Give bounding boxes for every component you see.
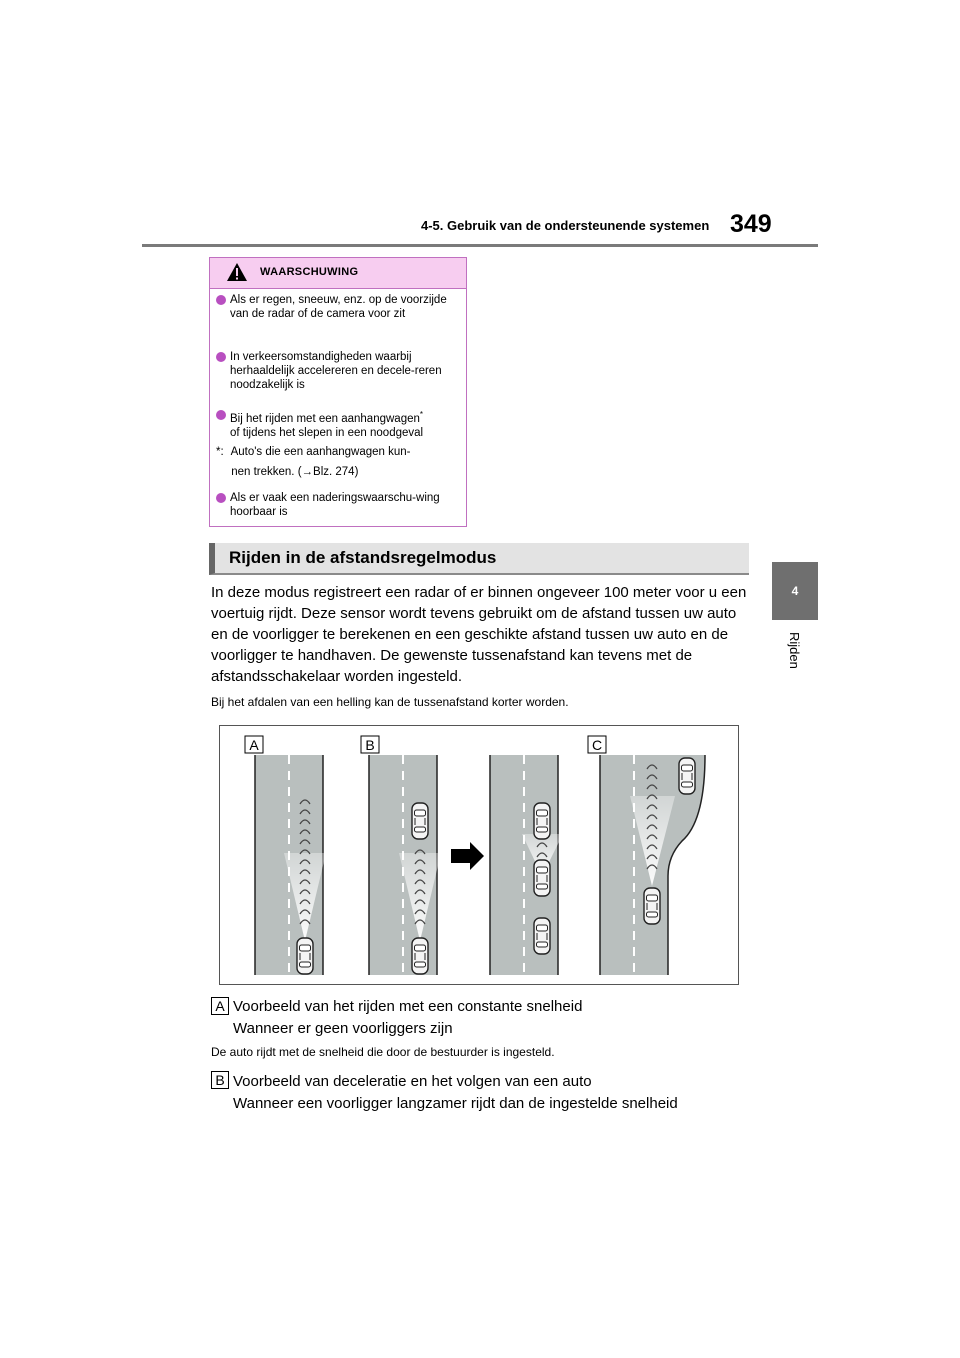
acc-illustration xyxy=(219,725,739,985)
chapter-tab: 4 xyxy=(772,562,818,620)
own-car-icon xyxy=(297,938,313,974)
road-c xyxy=(600,755,705,975)
arrow-right-icon xyxy=(451,842,484,870)
own-car-icon xyxy=(412,938,428,974)
footnote: *: Auto's die een aanhangwagen kun- nen trekken. (→Blz. 274) xyxy=(216,446,411,478)
item-b-subtitle: Wanneer een voorligger langzamer rijdt dan de ingestelde snelheid xyxy=(233,1095,678,1112)
item-b-title: Voorbeeld van deceleratie en het volgen van een auto xyxy=(233,1073,592,1090)
road-b-follow xyxy=(490,755,563,975)
item-tag-b: B xyxy=(211,1071,229,1089)
body-paragraph: In deze modus registreert een radar of er binnen ongeveer 100 meter voor u een voertuig rijdt. Deze sensor wordt tevens gebruikt om de afstand tussen uw auto en de voorligger te berekenen en een geschikte afstand tussen uw auto en de voorligger te handhaven. De gewenste tussenafstand kan tevens met de afstandsschakelaar worden ingesteld. xyxy=(211,584,747,685)
road-b xyxy=(369,755,441,975)
bullet-icon xyxy=(216,295,226,305)
section-title: Rijden in de afstandsregelmodus xyxy=(229,548,497,567)
item-a-subtitle: Wanneer er geen voorliggers zijn xyxy=(233,1020,453,1037)
header-divider xyxy=(142,244,818,247)
bullet-icon xyxy=(216,410,226,420)
lead-car-icon xyxy=(534,803,550,839)
item-a-title: Voorbeeld van het rijden met een constante snelheid xyxy=(233,998,583,1015)
warning-title: WAARSCHUWING xyxy=(260,266,359,278)
own-car-icon xyxy=(644,888,660,924)
note-text: Bij het afdalen van een helling kan de tussenafstand korter worden. xyxy=(211,695,569,709)
road-a xyxy=(255,755,326,975)
bullet-icon xyxy=(216,493,226,503)
road-diagram xyxy=(220,726,738,984)
following-car-icon xyxy=(534,918,550,954)
warning-item: In verkeersomstandigheden waarbij herhaaldelijk accelereren en decele-reren noodzakelijk is xyxy=(216,350,460,392)
figure-label-a xyxy=(245,736,263,753)
figure-label-b xyxy=(361,736,379,753)
svg-text:C: C xyxy=(591,737,603,753)
warning-item: Als er vaak een naderingswaarschu-wing hoorbaar is xyxy=(216,491,460,519)
page-number: 349 xyxy=(730,210,772,238)
chapter-label: Rijden xyxy=(787,632,802,669)
own-car-icon xyxy=(534,860,550,896)
warning-box xyxy=(209,257,467,527)
svg-text:B: B xyxy=(365,737,375,753)
section-header: 4-5. Gebruik van de ondersteunende systemen xyxy=(421,218,710,233)
figure-label-c xyxy=(588,736,606,753)
item-tag-a: A xyxy=(211,997,229,1015)
section-heading xyxy=(209,543,749,575)
warning-item: Als er regen, sneeuw, enz. op de voorzijde van de radar of de camera voor zit xyxy=(216,293,460,321)
warning-header xyxy=(210,258,466,289)
svg-text:A: A xyxy=(249,737,259,753)
warning-icon xyxy=(226,262,248,282)
lead-car-icon xyxy=(412,803,428,839)
lead-car-icon xyxy=(679,758,695,794)
bullet-icon xyxy=(216,352,226,362)
warning-item: Bij het rijden met een aanhangwagen* of tijdens het slepen in een noodgeval xyxy=(216,408,460,440)
item-a-note: De auto rijdt met de snelheid die door de bestuurder is ingesteld. xyxy=(211,1045,555,1059)
